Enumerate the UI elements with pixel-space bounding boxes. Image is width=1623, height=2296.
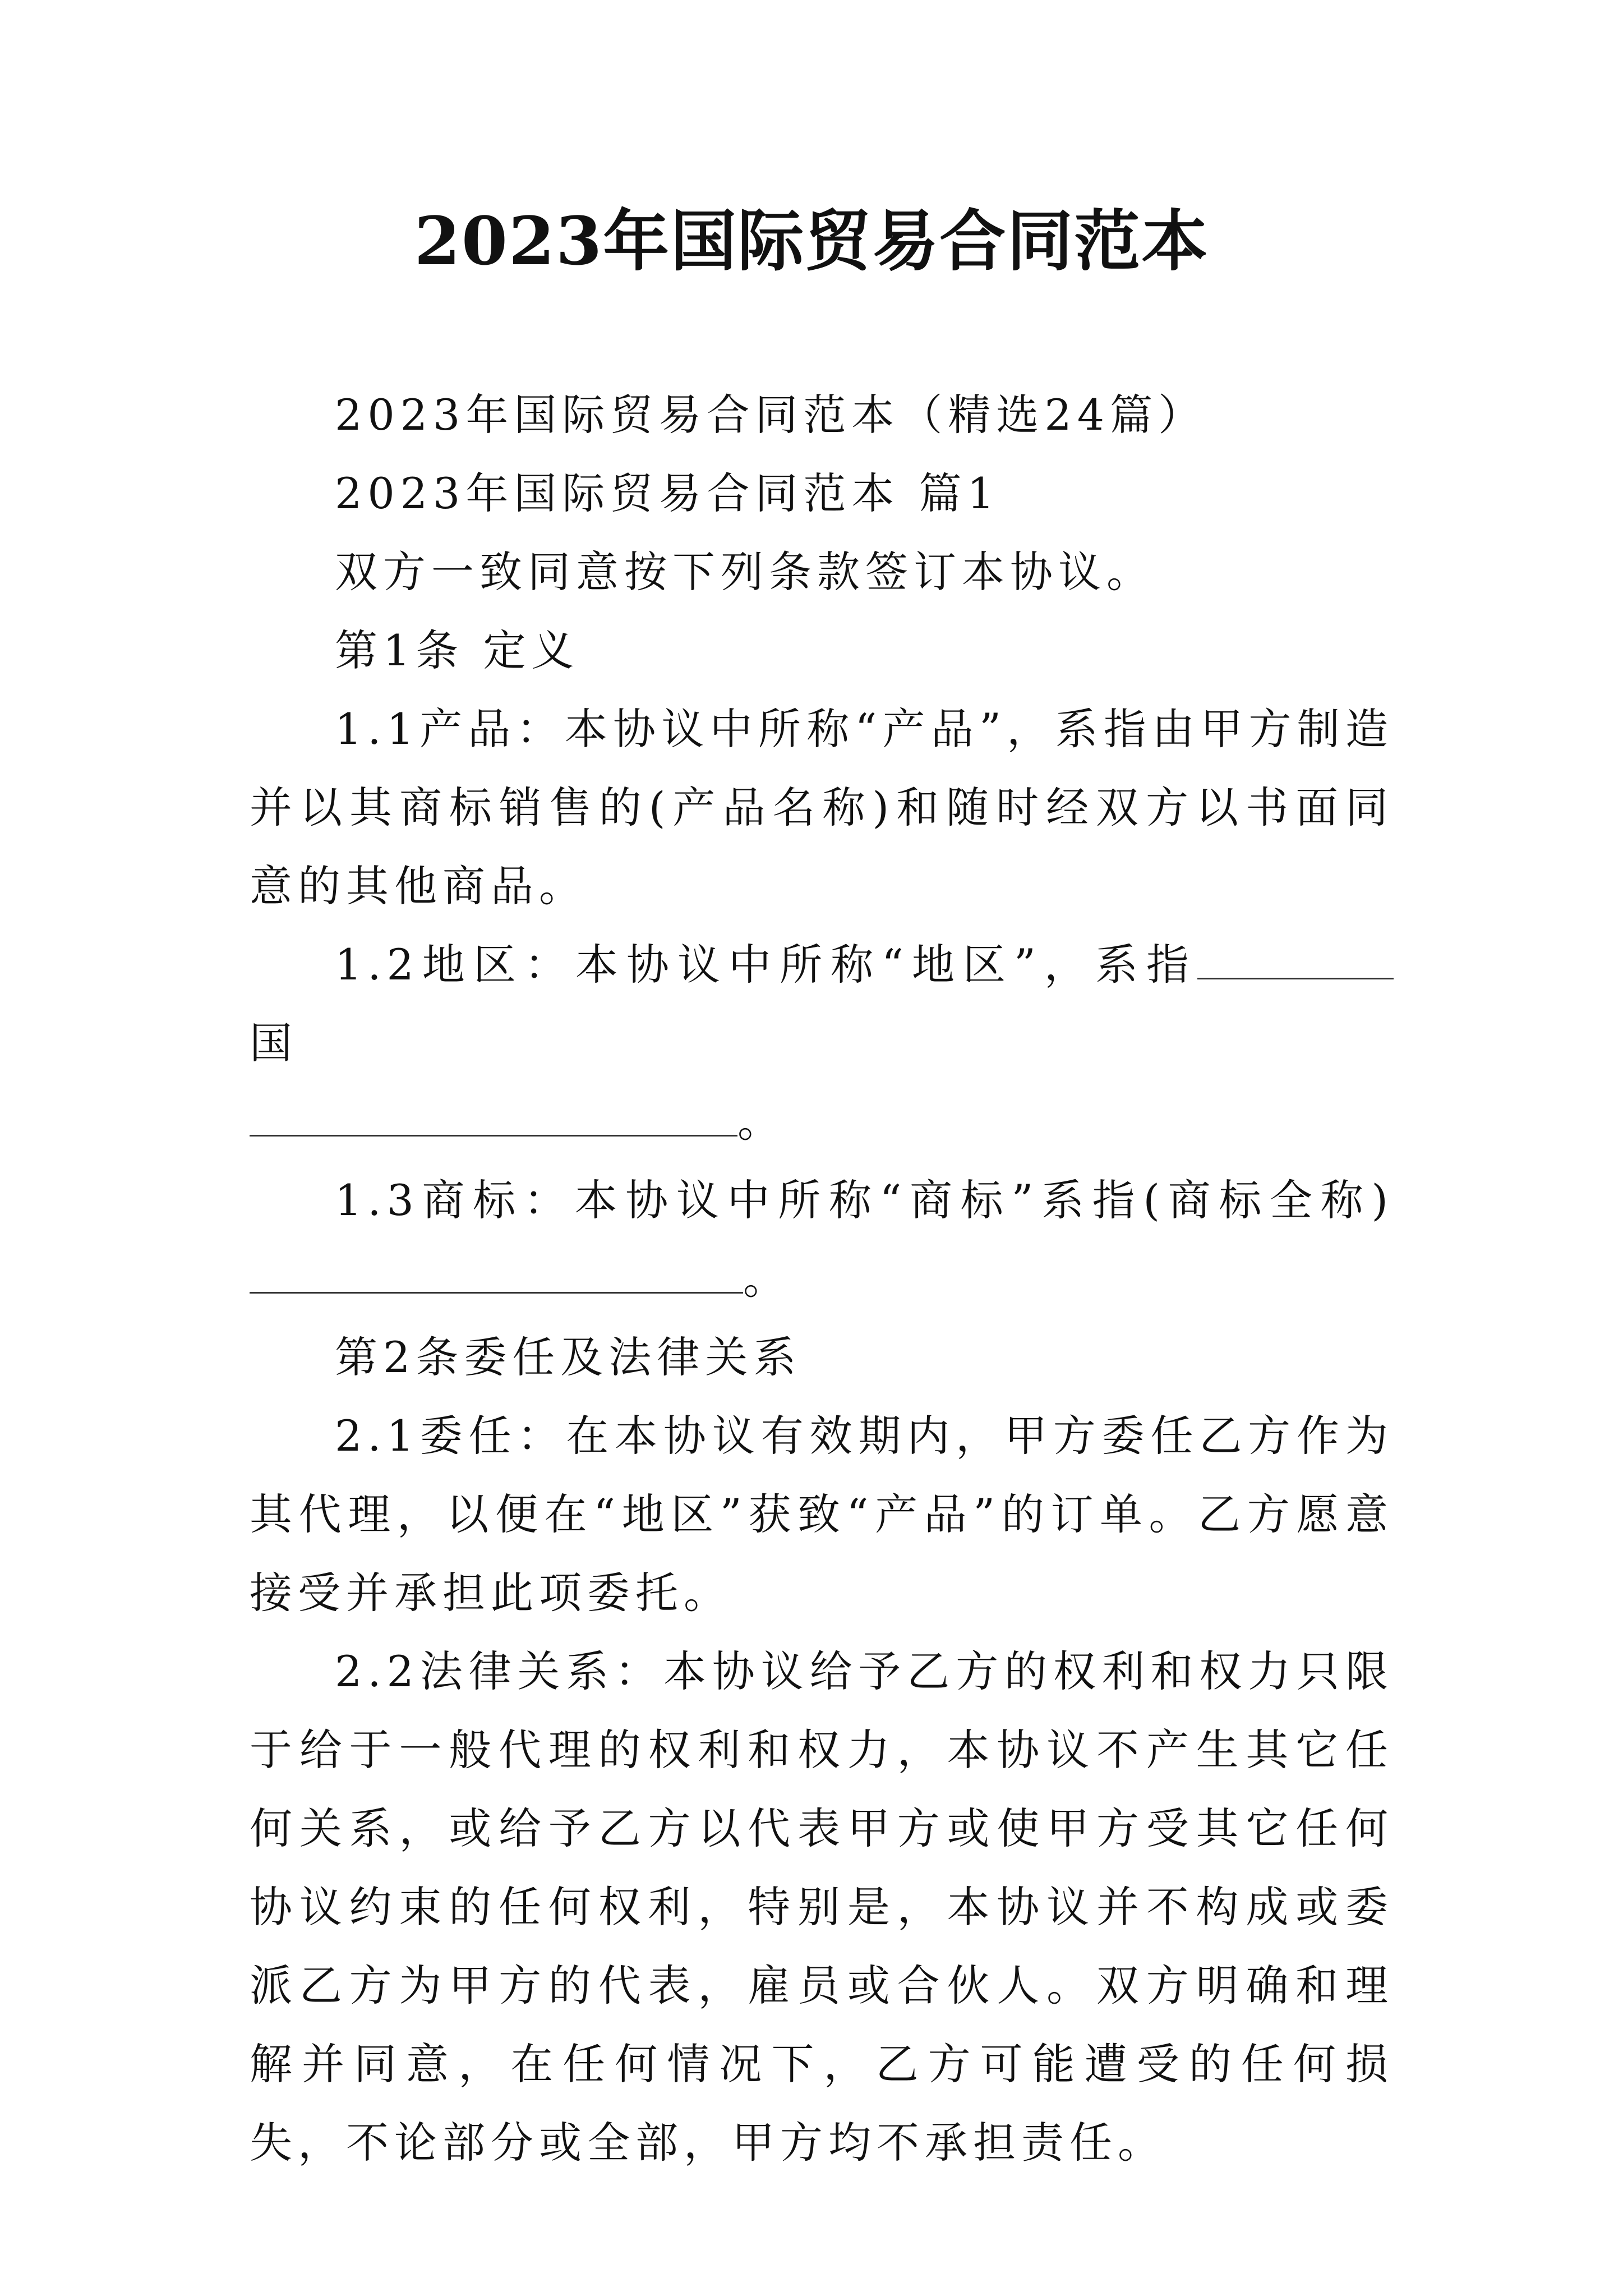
paragraph-subtitle: 2023年国际贸易合同范本（精选24篇） bbox=[335, 390, 1207, 440]
paragraph-article-1-heading: 第1条 定义 bbox=[335, 625, 580, 675]
clause-1-3-end: 。 bbox=[743, 1254, 791, 1304]
clause-1-3-text: 1.3商标：本协议中所称“商标”系指(商标全称) bbox=[335, 1175, 1394, 1225]
paragraph-intro: 双方一致同意按下列条款签订本协议。 bbox=[335, 547, 1155, 597]
paragraph-article-2-heading: 第2条委任及法律关系 bbox=[335, 1332, 802, 1382]
clause-1-2-country: 国 bbox=[250, 1018, 298, 1068]
paragraph-section-heading: 2023年国际贸易合同范本 篇1 bbox=[335, 468, 1000, 518]
blank-line bbox=[1197, 940, 1394, 979]
clause-1-2-text: 1.2地区：本协议中所称“地区”，系指 bbox=[335, 940, 1197, 990]
clause-1-2-end: 。 bbox=[737, 1097, 786, 1147]
paragraph-clause-1-3 bbox=[250, 1161, 1394, 1318]
paragraph-clause-2-1: 2.1委任：在本协议有效期内，甲方委任乙方作为其代理，以便在“地区”获致“产品”的订单。乙方愿意接受并承担此项委托。 bbox=[250, 1411, 1394, 1618]
paragraph-clause-1-1: 1.1产品：本协议中所称“产品”，系指由甲方制造并以其商标销售的(产品名称)和随时经双方以书面同意的其他商品。 bbox=[250, 704, 1394, 911]
document-body bbox=[250, 376, 1394, 2182]
paragraph-clause-2-2: 2.2法律关系：本协议给予乙方的权利和权力只限于给于一般代理的权利和权力，本协议不产生其它任何关系，或给予乙方以代表甲方或使甲方受其它任何协议约束的任何权利，特别是，本协议并不构成或委派乙方为甲方的代表，雇员或合伙人。双方明确和理解并同意，在任何情况下，乙方可能遭受的任何损失，不论部分或全部，甲方均不承担责任。 bbox=[250, 1646, 1394, 2168]
document-title: 2023年国际贸易合同范本 bbox=[414, 202, 1209, 280]
blank-line bbox=[250, 1097, 737, 1137]
paragraph-clause-1-2 bbox=[250, 926, 1394, 1161]
blank-line bbox=[250, 1254, 743, 1294]
